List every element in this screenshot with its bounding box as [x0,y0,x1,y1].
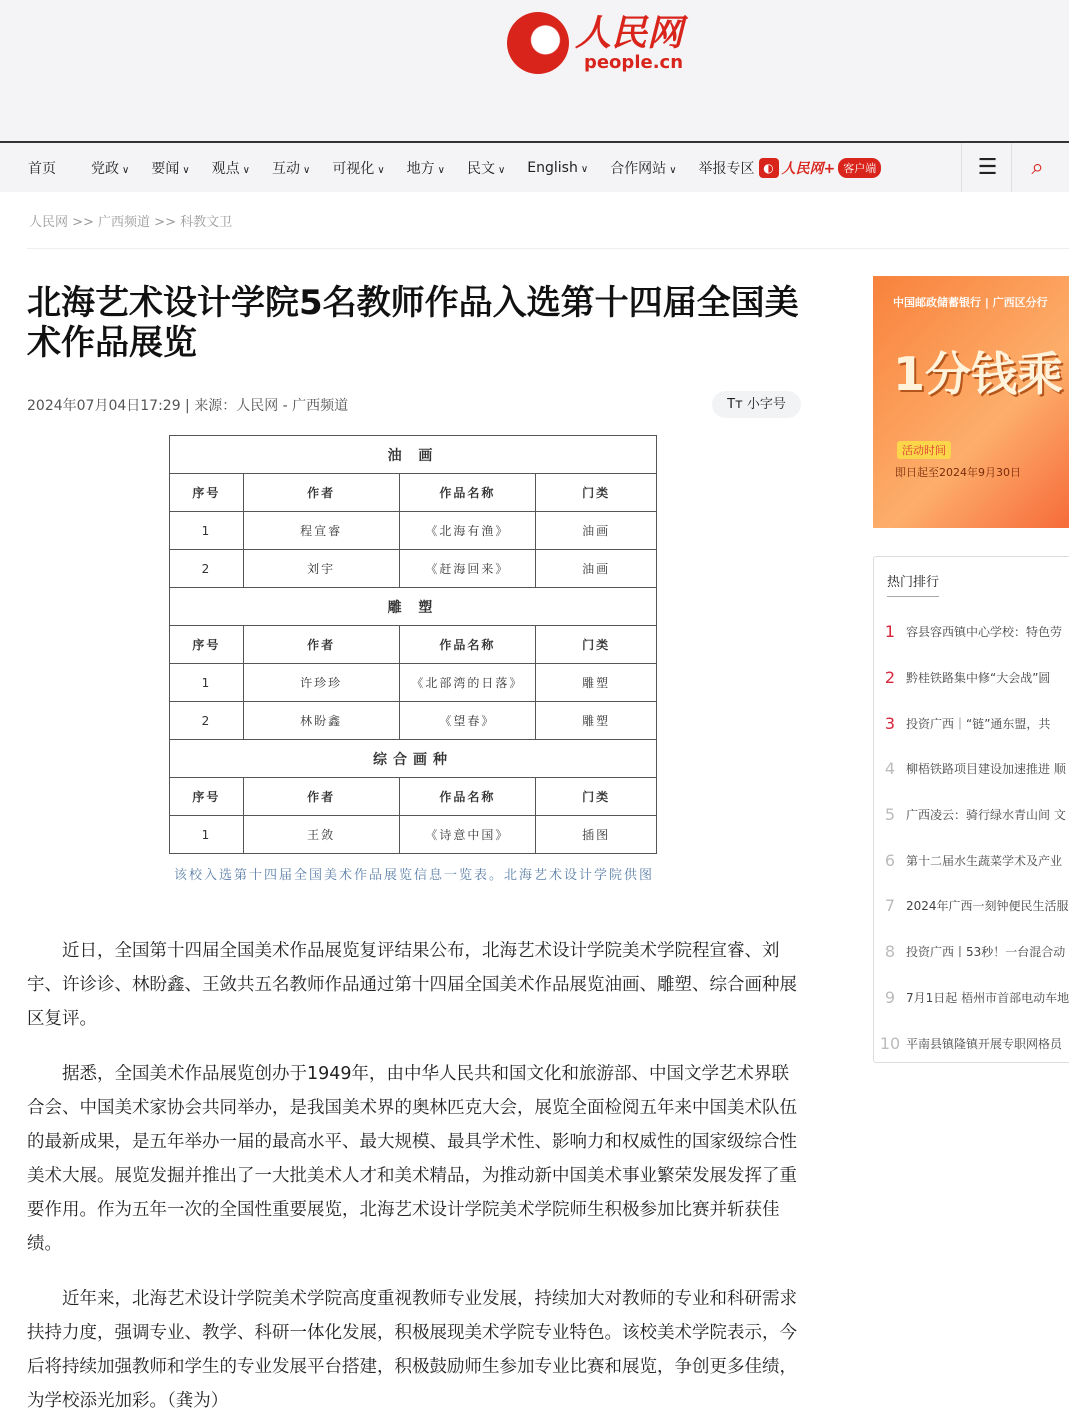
column-header: 门类 [536,626,657,664]
ranking-link[interactable]: 2024年广西一刻钟便民生活服 [906,899,1069,914]
chevron-down-icon: ∨ [437,164,445,176]
rank-number: 3 [884,713,896,733]
table-cell: 1 [170,512,244,550]
rank-number: 6 [884,850,896,870]
table-cell: 油画 [536,550,657,588]
nav-item[interactable] [272,158,332,178]
hot-ranking [873,556,1069,1063]
ranking-item[interactable] [874,837,1069,883]
ranking-link[interactable]: 广西凌云：骑行绿水青山间 文 [906,808,1066,823]
ranking-item[interactable] [874,792,1069,838]
header-row [170,778,657,816]
header-row [170,626,657,664]
hamburger-icon[interactable]: ☰ [961,143,1013,192]
column-header: 序号 [170,626,244,664]
bank-ad-banner[interactable] [873,276,1069,528]
nav-item-label: 合作网站 [610,160,667,177]
divider [27,248,1069,249]
paragraph: 近日，全国第十四届全国美术作品展览复评结果公布，北海艺术设计学院美术学院程宣睿、刘宇、许诊诊、林盼鑫、王敛共五名教师作品通过第十四届全国美术作品展览油画、雕塑、综合画种展区复评。 [27,941,797,1029]
ranking-item[interactable] [874,929,1069,975]
search-icon[interactable]: ⌕ [1011,143,1063,192]
nav-item-label: 首页 [28,160,56,177]
nav-item[interactable] [332,158,406,178]
ranking-item[interactable] [874,655,1069,701]
ranking-link[interactable]: 黔桂铁路集中修“大会战”圆 [906,671,1051,686]
table-cell: 刘宇 [243,550,399,588]
nav-item[interactable] [151,158,211,178]
section-title: 油 画 [170,436,657,474]
logo-domain: people.cn [583,52,684,73]
artworks-table [169,435,657,854]
rank-number: 7 [884,896,896,916]
font-size-toggle[interactable]: Tт 小字号 [712,391,801,418]
chevron-down-icon: ∨ [669,164,677,176]
ranking-item[interactable] [874,609,1069,655]
column-header: 序号 [170,778,244,816]
main-nav [0,141,1069,192]
section-row [170,588,657,626]
nav-item-label: 地方 [406,160,435,177]
ranking-item[interactable] [874,746,1069,792]
nav-item-label: 要闻 [151,160,180,177]
section-title: 雕 塑 [170,588,657,626]
table-caption: 该校入选第十四届全国美术作品展览信息一览表。北海艺术设计学院供图 [173,868,654,883]
column-header: 作品名称 [399,474,536,512]
rank-number: 10 [879,1033,901,1053]
nav-item-label: English [527,159,578,176]
nav-item-label: 举报专区 [698,160,755,177]
ranking-item[interactable] [874,883,1069,929]
rank-number: 2 [884,668,896,688]
ranking-item[interactable] [874,700,1069,746]
table-cell: 《赶海回来》 [399,550,536,588]
article-title: 北海艺术设计学院5名教师作品入选第十四届全国美术作品展览 [27,283,799,363]
nav-item[interactable] [28,158,91,178]
table-cell: 雕塑 [536,664,657,702]
people-plus-icon: ◐ [759,158,779,178]
chevron-down-icon: ∨ [497,164,506,176]
logo-mark-icon [507,12,569,74]
table-cell: 2 [170,550,244,588]
nav-item-label: 民文 [466,160,495,177]
table-cell: 雕塑 [536,702,657,740]
rank-number: 8 [884,942,896,962]
table-cell: 插图 [536,816,657,854]
header [0,0,1069,141]
nav-item[interactable] [467,158,527,178]
column-header: 作者 [243,474,399,512]
ranking-link[interactable]: 7月1日起 梧州市首部电动车地 [906,990,1069,1005]
nav-item[interactable] [610,158,698,178]
table-cell: 王敛 [243,816,399,854]
ranking-item[interactable] [874,975,1069,1021]
rank-number: 5 [884,805,896,825]
people-logo[interactable] [507,12,683,74]
breadcrumb[interactable]: 人民网 >> 广西频道 >> 科教文卫 [29,215,233,230]
nav-item[interactable] [527,160,610,176]
column-header: 门类 [536,778,657,816]
paragraph: 近年来，北海艺术设计学院美术学院高度重视教师专业发展，持续加大对教师的专业和科研需求扶持力度，强调专业、教学、科研一体化发展，积极展现美术学院专业特色。该校美术学院表示，今后将持续加强教师和学生的专业发展平台搭建，积极鼓励师生参加专业比赛和展览，争创更多佳绩，为学校添光加彩。（龚为） [27,1289,797,1411]
nav-item-label: 观点 [211,160,240,177]
people-plus-app-link[interactable] [759,158,882,178]
ad-headline: 1分钱乘 [893,347,1064,401]
nav-item[interactable] [407,158,467,178]
table-cell: 油画 [536,512,657,550]
ranking-link[interactable]: 投资广西｜“链”通东盟，共 [906,716,1051,731]
chevron-down-icon: ∨ [377,164,385,176]
column-header: 作品名称 [399,778,536,816]
article-meta: 2024年07月04日17:29 | 来源：人民网 - 广西频道 [27,398,349,414]
table-row [170,550,657,588]
chevron-down-icon: ∨ [122,164,130,176]
ad-bank-name: 中国邮政储蓄银行 | 广西区分行 [893,296,1048,309]
ad-date: 即日起至2024年9月30日 [895,466,1021,479]
column-header: 序号 [170,474,244,512]
ranking-item[interactable] [874,1020,1069,1063]
chevron-down-icon: ∨ [242,164,250,176]
table-cell: 《望春》 [399,702,536,740]
ranking-link[interactable]: 投资广西丨53秒！一台混合动 [906,945,1066,960]
table-cell: 《北海有渔》 [399,512,536,550]
ranking-title: 热门排行 [887,571,939,597]
column-header: 作者 [243,626,399,664]
table-row [170,664,657,702]
paragraph: 据悉，全国美术作品展览创办于1949年，由中华人民共和国文化和旅游部、中国文学艺术界联合会、中国美术家协会共同举办，是我国美术界的奥林匹克大会，展览全面检阅五年来中国美术队伍的最新成果，是五年举办一届的最高水平、最大规模、最具学术性、影响力和权威性的国家级综合性美术大展。展览发掘并推出了一大批美术人才和美术精品，为推动新中国美术事业繁荣发展发挥了重要作用。作为五年一次的全国性重要展览，北海艺术设计学院美术学院师生积极参加比赛并斩获佳绩。 [27,1064,797,1254]
nav-item[interactable] [91,158,151,178]
ranking-link[interactable]: 第十二届水生蔬菜学术及产业 [906,853,1063,868]
ranking-link[interactable]: 柳梧铁路项目建设加速推进 顺 [906,762,1066,777]
nav-item-label: 互动 [271,160,300,177]
ranking-link[interactable]: 容县容西镇中心学校：特色劳 [906,625,1063,640]
ranking-link[interactable]: 平南县镇隆镇开展专职网格员 [906,1036,1063,1051]
logo-text: 人民网 [575,12,684,54]
table-cell: 2 [170,702,244,740]
column-header: 作者 [243,778,399,816]
table-cell: 林盼鑫 [243,702,399,740]
table-row [170,702,657,740]
header-row [170,474,657,512]
nav-item-label: 党政 [91,160,119,177]
chevron-down-icon: ∨ [580,163,589,175]
table-row [170,512,657,550]
ad-tag: 活动时间 [897,441,951,459]
rank-number: 1 [884,622,896,642]
table-cell: 《诗意中国》 [399,816,536,854]
column-header: 作品名称 [399,626,536,664]
rank-number: 9 [884,987,896,1007]
table-cell: 程宣睿 [243,512,399,550]
table-cell: 《北部湾的日落》 [399,664,536,702]
column-header: 门类 [536,474,657,512]
table-cell: 1 [170,816,244,854]
nav-item[interactable] [212,158,272,178]
client-badge: 客户端 [838,158,881,178]
table-cell: 许珍珍 [243,664,399,702]
nav-item-label: 可视化 [332,160,375,177]
chevron-down-icon: ∨ [182,164,190,176]
section-row [170,740,657,778]
app-name: 人民网+ [781,160,836,177]
rank-number: 4 [884,759,896,779]
nav-item[interactable] [699,158,755,178]
table-row [170,816,657,854]
section-row [170,436,657,474]
section-title: 综合画种 [170,740,657,778]
chevron-down-icon: ∨ [302,164,311,176]
table-cell: 1 [170,664,244,702]
